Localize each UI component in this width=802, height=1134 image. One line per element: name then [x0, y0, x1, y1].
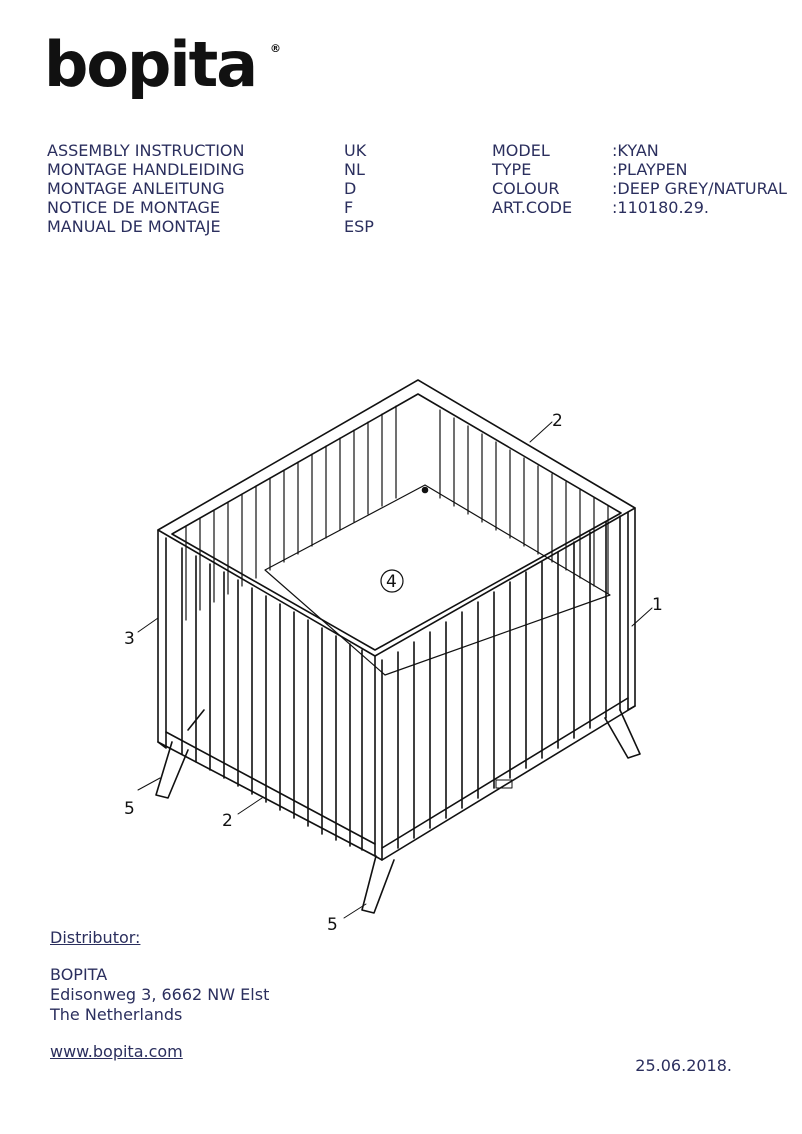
- code-uk: UK: [344, 141, 367, 160]
- code-nl: NL: [344, 160, 365, 179]
- value-type: :PLAYPEN: [612, 160, 688, 179]
- distributor-company: BOPITA: [50, 965, 108, 984]
- website-link[interactable]: www.bopita.com: [50, 1042, 183, 1061]
- back-bars: [186, 406, 608, 620]
- callout-floor: 4: [386, 572, 397, 592]
- distributor-label: Distributor:: [50, 928, 141, 947]
- leg-right: [605, 710, 640, 758]
- code-es: ESP: [344, 217, 374, 236]
- title-uk: ASSEMBLY INSTRUCTION: [47, 141, 245, 160]
- leader-leg-front: [344, 904, 366, 918]
- leader-top-rail: [530, 422, 552, 442]
- title-fr: NOTICE DE MONTAGE: [47, 198, 221, 217]
- value-colour: :DEEP GREY/NATURAL: [612, 179, 787, 198]
- callout-leg-front: 5: [327, 915, 338, 935]
- callout-left-side: 3: [124, 629, 135, 649]
- callout-leg-left: 5: [124, 799, 135, 819]
- distributor-country: The Netherlands: [50, 1005, 183, 1024]
- distributor-address: [50, 965, 269, 1025]
- bottom-rail-right: [382, 698, 635, 860]
- value-model: :KYAN: [612, 141, 659, 160]
- corner-post-left: [158, 530, 166, 748]
- floor-fixing-point: [423, 488, 428, 493]
- label-art-code: ART.CODE: [492, 198, 573, 217]
- instruction-titles: [47, 141, 245, 236]
- leader-left-side: [138, 618, 158, 632]
- leader-front-rail: [238, 798, 262, 814]
- right-bars: [398, 516, 620, 848]
- playpen-illustration: [100, 370, 700, 940]
- playpen-drawing: [100, 370, 700, 940]
- brand-tag: [496, 780, 512, 788]
- code-de: D: [344, 179, 357, 198]
- callout-right-side: 1: [652, 595, 663, 615]
- label-type: TYPE: [492, 160, 532, 179]
- distributor-street: Edisonweg 3, 6662 NW Elst: [50, 985, 270, 1004]
- product-values: [612, 141, 787, 217]
- title-es: MANUAL DE MONTAJE: [47, 217, 221, 236]
- corner-post-right: [628, 508, 635, 710]
- leg-left: [156, 742, 188, 798]
- leader-leg-left: [138, 778, 160, 790]
- product-labels: [492, 141, 572, 217]
- front-bars: [182, 548, 362, 850]
- title-de: MONTAGE ANLEITUNG: [47, 179, 225, 198]
- document-date: 25.06.2018.: [635, 1056, 732, 1075]
- corner-post-front: [375, 656, 382, 860]
- brand-logo: bopita: [44, 28, 257, 101]
- callout-front-rail: 2: [222, 811, 233, 831]
- title-nl: MONTAGE HANDLEIDING: [47, 160, 245, 179]
- language-codes: [344, 141, 374, 236]
- label-colour: COLOUR: [492, 179, 560, 198]
- leg-front: [362, 856, 394, 913]
- code-fr: F: [344, 198, 354, 217]
- callout-top-rail: 2: [552, 411, 563, 431]
- registered-mark: ®: [270, 42, 281, 55]
- label-model: MODEL: [492, 141, 550, 160]
- value-art-code: :110180.29.: [612, 198, 709, 217]
